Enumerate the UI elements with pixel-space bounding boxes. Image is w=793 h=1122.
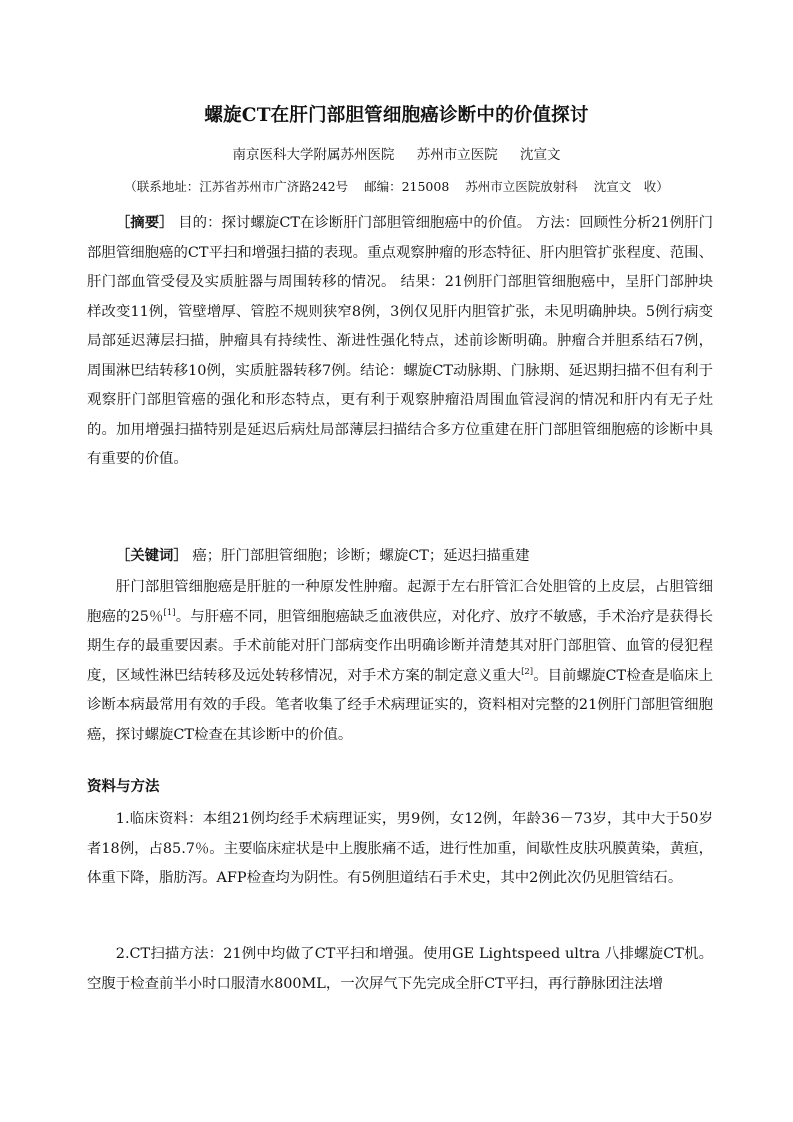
contact-address: （联系地址：江苏省苏州市广济路242号 bbox=[124, 179, 349, 194]
contact-dept: 苏州市立医院放射科 bbox=[465, 179, 578, 194]
abstract-paragraph bbox=[87, 208, 713, 475]
section-heading: 资料与方法 bbox=[87, 778, 160, 795]
contact-line bbox=[0, 178, 793, 196]
contact-postcode: 邮编：215008 bbox=[364, 179, 450, 194]
author-name: 沈宣文 bbox=[520, 147, 561, 163]
intro-text-2: 。与肝癌不同，胆管细胞癌缺乏血液供应，对化疗、放疗不敏感，手术治疗是获得长期生存的最重要因素。手术前能对肝门部病变作出明确诊断并清楚其对肝门部胆管、血管的侵犯程度，区域性淋巴结转移及远处转移情况，对手术方案的制定意义重大 bbox=[87, 608, 713, 684]
intro-text-1: 肝门部胆管细胞癌是肝脏的一种原发性肿瘤。起源于左右肝管汇合处胆管的上皮层，占胆管细胞癌的25％ bbox=[87, 579, 713, 625]
intro-text-3: 。目前螺旋CT检查是临床上诊断本病最常用有效的手段。笔者收集了经手术病理证实的，资料相对完整的21例肝门部胆管细胞癌，探讨螺旋CT检查在其诊断中的价值。 bbox=[87, 667, 713, 743]
keywords-paragraph bbox=[87, 541, 713, 572]
keywords-label: ［关键词］ bbox=[115, 547, 188, 564]
intro-paragraph bbox=[87, 573, 713, 750]
keywords-text: 癌；肝门部胆管细胞；诊断；螺旋CT；延迟扫描重建 bbox=[192, 548, 530, 564]
contact-recipient: 沈宣文 收） bbox=[593, 179, 669, 194]
paper-title: 螺旋CT在肝门部胆管细胞癌诊断中的价值探讨 bbox=[204, 105, 589, 126]
citation-2: [2] bbox=[521, 666, 534, 677]
abstract-label: ［摘要］ bbox=[115, 214, 174, 231]
author-line bbox=[0, 146, 793, 164]
citation-1: [1] bbox=[163, 607, 176, 618]
affiliation-1: 南京医科大学附属苏州医院 bbox=[232, 147, 395, 163]
abstract-text: 目的：探讨螺旋CT在诊断肝门部胆管细胞癌中的价值。 方法：回顾性分析21例肝门部胆管细胞癌的CT平扫和增强扫描的表现。重点观察肿瘤的形态特征、肝内胆管扩张程度、范围、肝门部血管受侵及实质脏器与周围转移的情况。 结果：21例肝门部胆管细胞癌中，呈肝门部肿块样改变11例，管壁增厚、管腔不规则狭窄8例，3例仅见肝内胆管扩张，未见明确肿块。5例行病变局部延迟薄层扫描，肿瘤具有持续性、渐进性强化特点，述前诊断明确。肿瘤合并胆系结石7例，周围淋巴结转移10例，实质脏器转移7例。结论：螺旋CT动脉期、门脉期、延迟期扫描不但有利于观察肝门部胆管癌的强化和形态特点，更有利于观察肿瘤沿周围血管浸润的情况和肝内有无子灶的。加用增强扫描特别是延迟后病灶局部薄层扫描结合多方位重建在肝门部胆管细胞癌的诊断中具有重要的价值。 bbox=[87, 215, 714, 467]
affiliation-2: 苏州市立医院 bbox=[416, 147, 498, 163]
ct-method-paragraph: 2.CT扫描方法：21例中均做了CT平扫和增强。使用GE Lightspeed ultra 八排螺旋CT机。空腹于检查前半小时口服清水800ML，一次屏气下先完成全肝CT平扫，再行静脉团注法增 bbox=[87, 946, 713, 992]
clinical-paragraph: 1.临床资料：本组21例均经手术病理证实，男9例，女12例，年龄36－73岁，其中大于50岁者18例，占85.7％。主要临床症状是中上腹胀痛不适，进行性加重，间歇性皮肤巩膜黄染，黄疸，体重下降，脂肪泻。AFP检查均为阴性。有5例胆道结石手术史，其中2例此次仍见胆管结石。 bbox=[87, 811, 713, 886]
